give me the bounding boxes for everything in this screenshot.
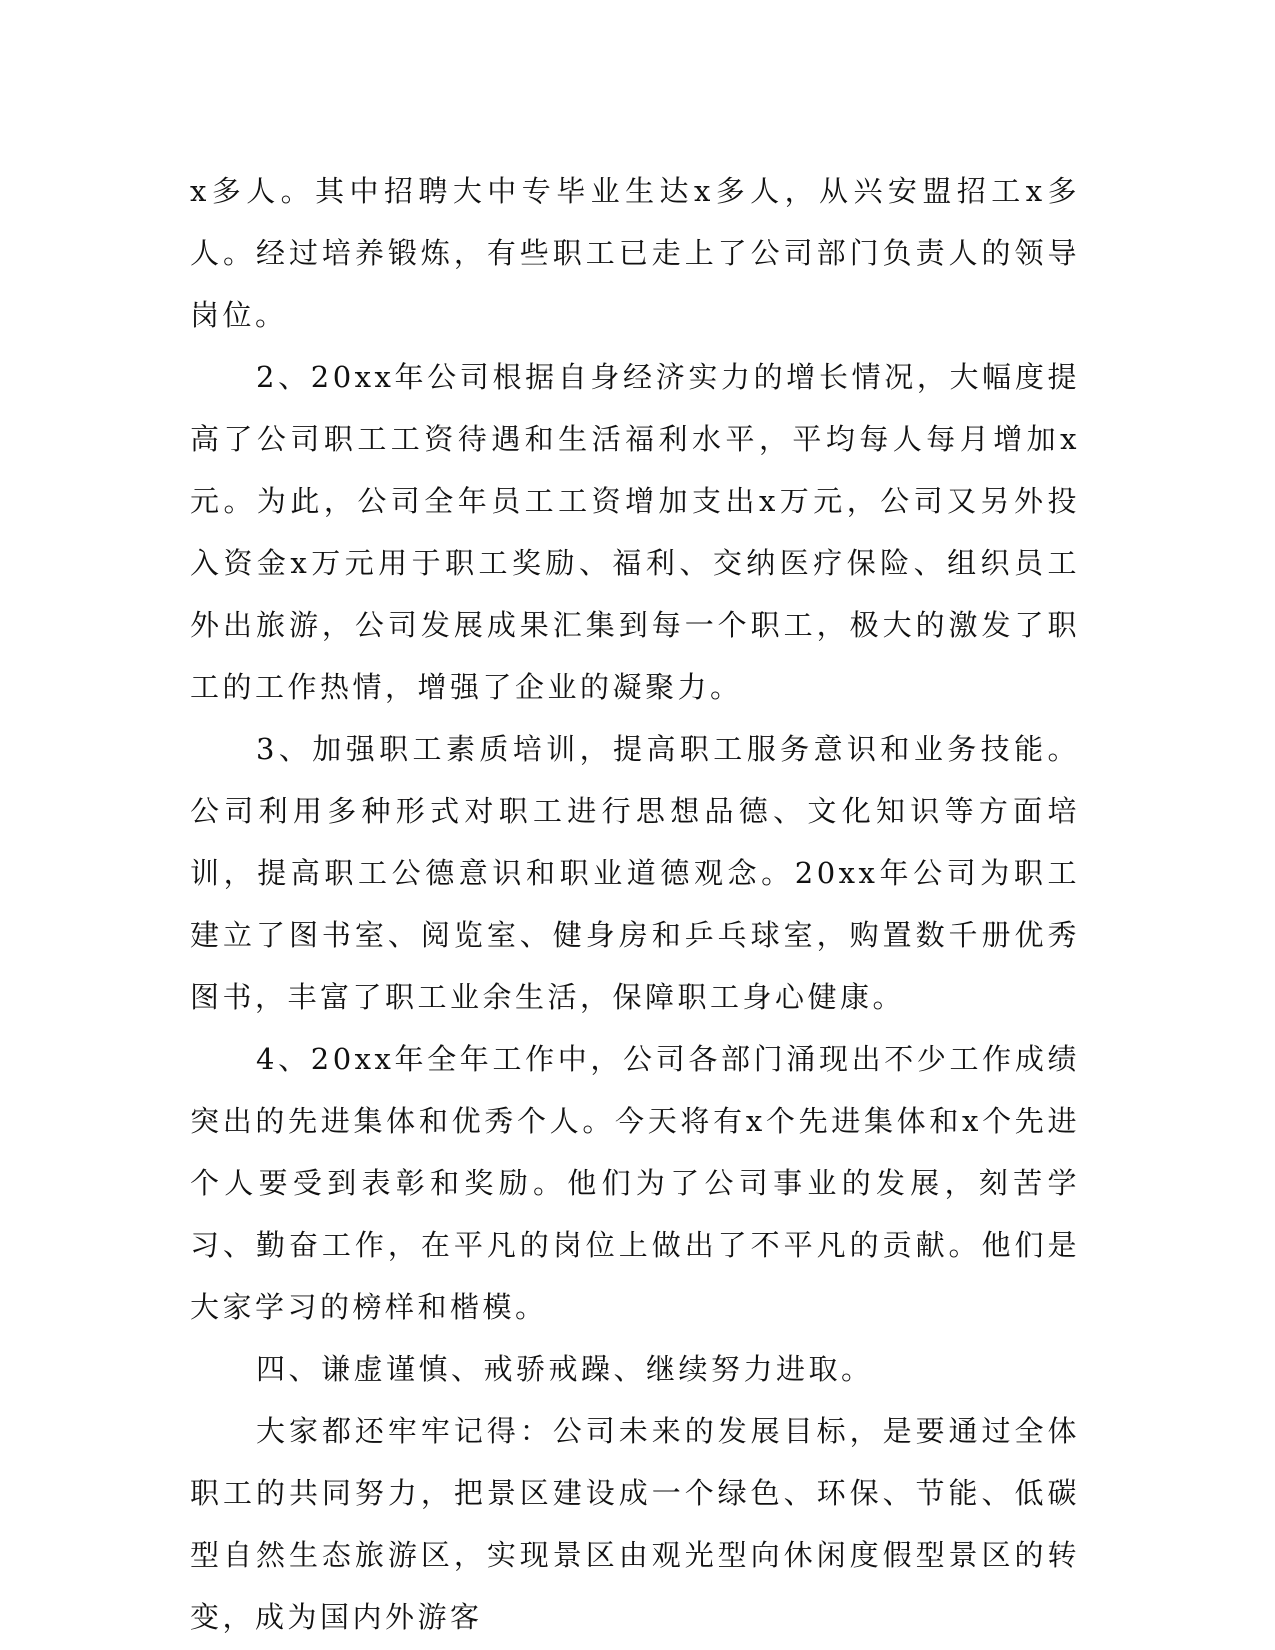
paragraph-goal: 大家都还牢牢记得：公司未来的发展目标，是要通过全体职工的共同努力，把景区建设成一个绿色、环保、节能、低碳型自然生态旅游区，实现景区由观光型向休闲度假型景区的转变，成为国内外游客: [190, 1414, 1080, 1634]
paragraph-item-4: 4、20xx年全年工作中，公司各部门涌现出不少工作成绩突出的先进集体和优秀个人。今天将有x个先进集体和x个先进个人要受到表彰和奖励。他们为了公司事业的发展，刻苦学习、勤奋工作，在平凡的岗位上做出了不平凡的贡献。他们是大家学习的榜样和楷模。: [190, 1042, 1080, 1324]
section-heading-4: 四、谦虚谨慎、戒骄戒躁、继续努力进取。: [256, 1352, 874, 1386]
paragraph-continuation: x多人。其中招聘大中专毕业生达x多人，从兴安盟招工x多人。经过培养锻炼，有些职工已走上了公司部门负责人的领导岗位。: [190, 174, 1080, 332]
paragraph-item-3: 3、加强职工素质培训，提高职工服务意识和业务技能。公司利用多种形式对职工进行思想品德、文化知识等方面培训，提高职工公德意识和职业道德观念。20xx年公司为职工建立了图书室、阅览室、健身房和乒乓球室，购置数千册优秀图书，丰富了职工业余生活，保障职工身心健康。: [190, 732, 1080, 1014]
document-body: [190, 160, 1080, 1648]
paragraph-item-2: 2、20xx年公司根据自身经济实力的增长情况，大幅度提高了公司职工工资待遇和生活福利水平，平均每人每月增加x元。为此，公司全年员工工资增加支出x万元，公司又另外投入资金x万元用于职工奖励、福利、交纳医疗保险、组织员工外出旅游，公司发展成果汇集到每一个职工，极大的激发了职工的工作热情，增强了企业的凝聚力。: [190, 360, 1080, 704]
